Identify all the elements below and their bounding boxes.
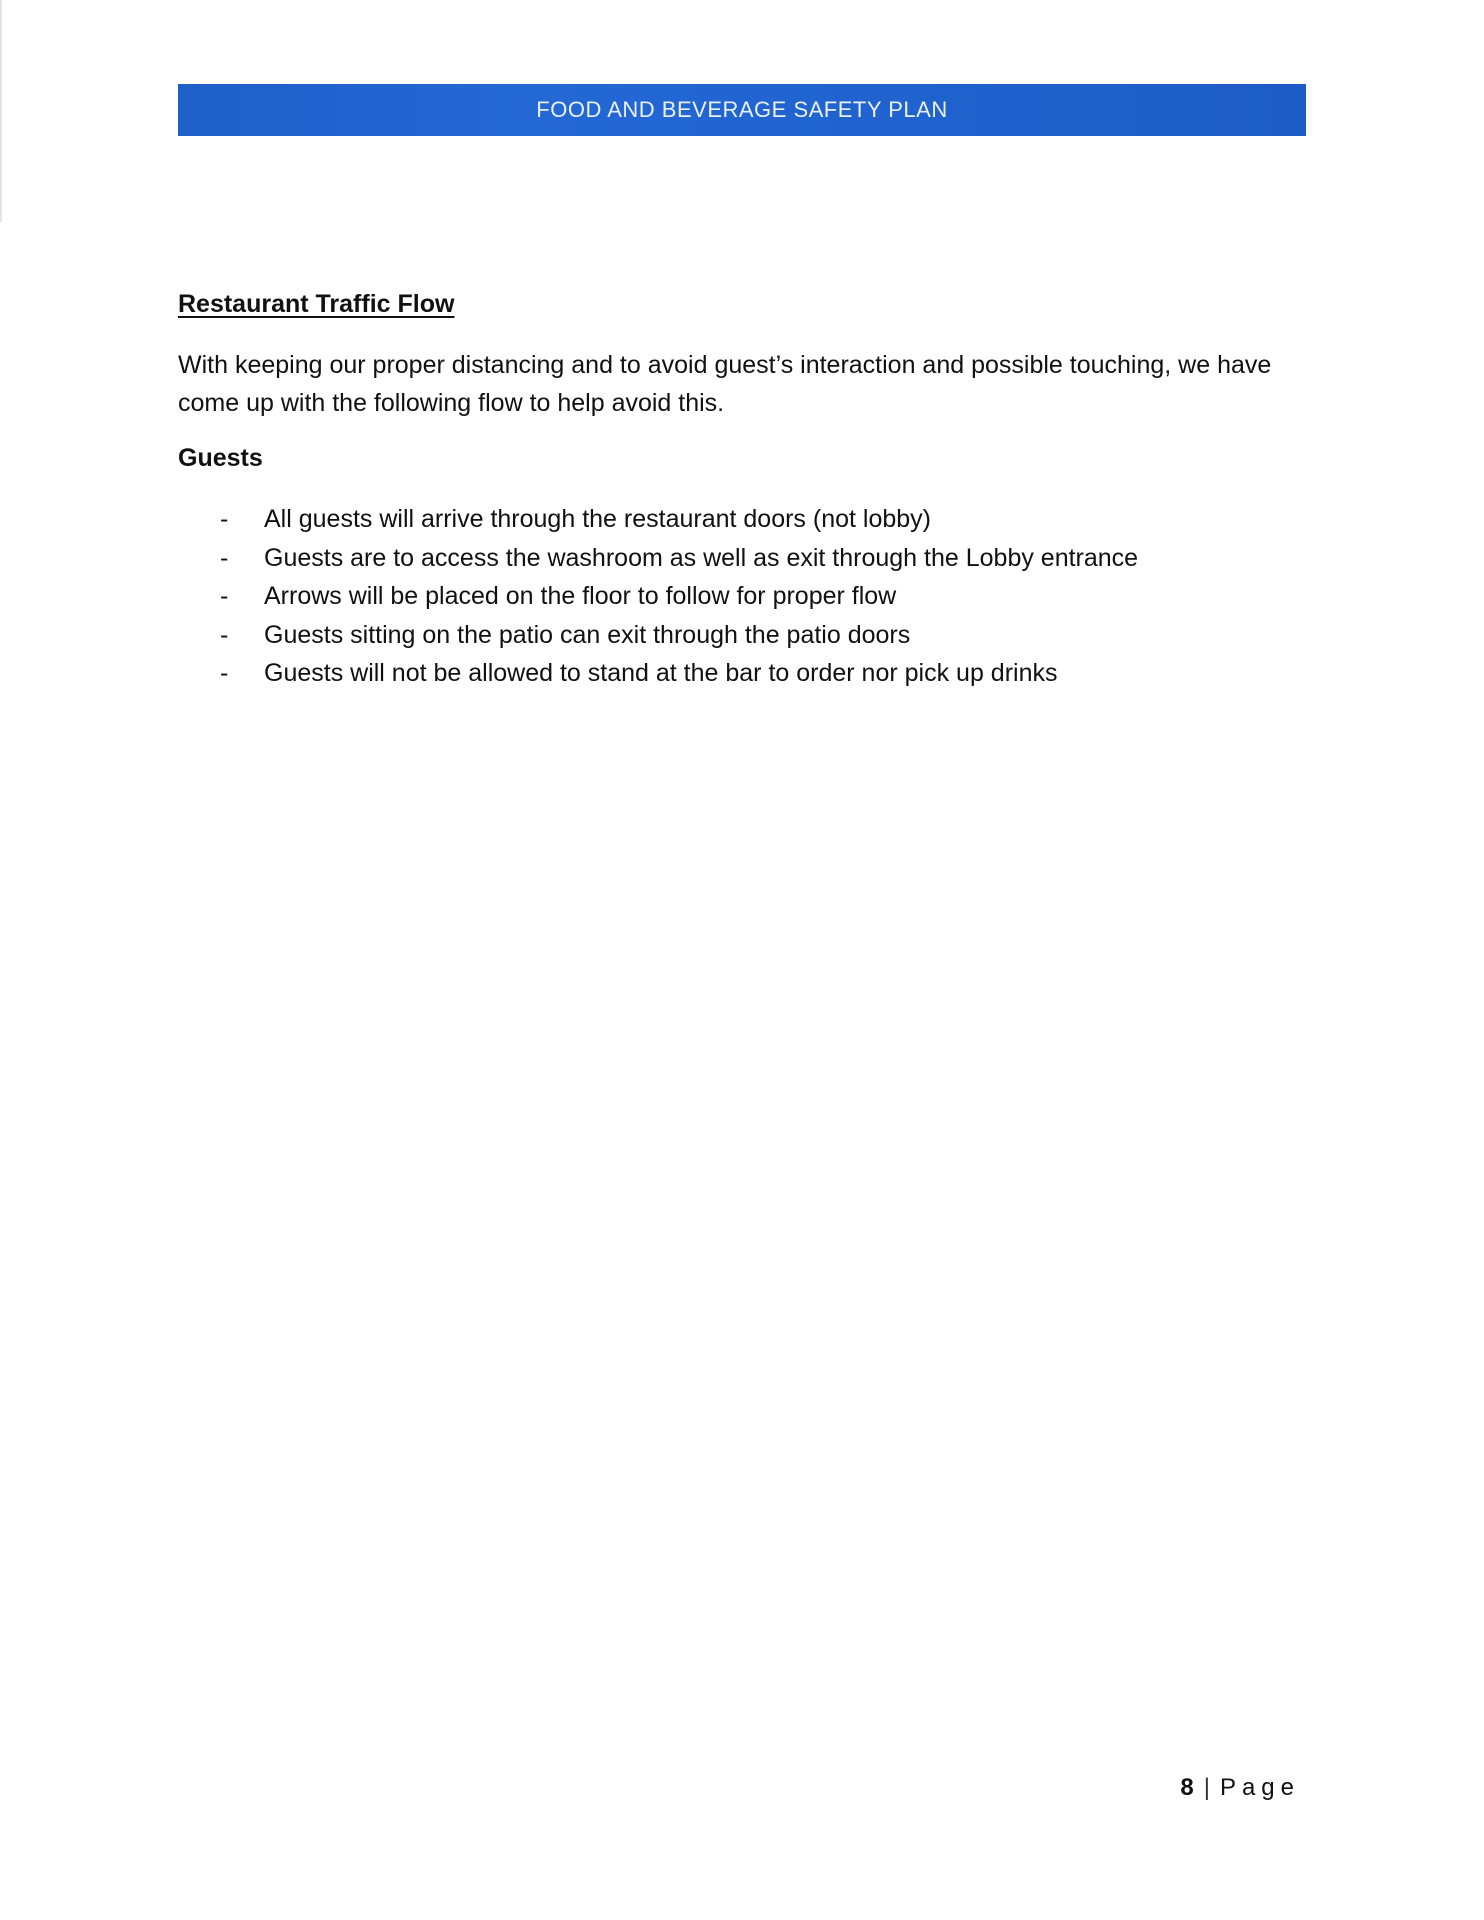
header-banner (178, 84, 1306, 136)
bullet-dash-icon: - (220, 505, 229, 533)
list-item (178, 654, 1298, 693)
list-item (178, 577, 1298, 616)
bullet-dash-icon: - (220, 659, 229, 687)
page-number: 8 (1180, 1774, 1194, 1801)
list-item (178, 500, 1298, 539)
guests-heading: Guests (178, 444, 263, 472)
bullet-dash-icon: - (220, 620, 229, 649)
list-item-text: All guests will arrive through the restaurant doors (not lobby) (264, 505, 931, 533)
list-item-text: Arrows will be placed on the floor to follow for proper flow (264, 582, 897, 610)
list-item (178, 539, 1298, 578)
bullet-dash-icon: - (220, 582, 229, 610)
guests-bullet-list (178, 500, 1298, 693)
header-title: FOOD AND BEVERAGE SAFETY PLAN (536, 97, 948, 122)
list-item-text: Guests will not be allowed to stand at the bar to order nor pick up drinks (264, 659, 1058, 687)
page-separator: | (1203, 1774, 1210, 1801)
bullet-dash-icon: - (220, 543, 229, 572)
list-item (178, 616, 1298, 655)
page-footer (1180, 1774, 1300, 1802)
page-label: Page (1219, 1774, 1300, 1801)
scan-edge (0, 0, 2, 222)
list-item-text: Guests are to access the washroom as well as exit through the Lobby entrance (264, 543, 1139, 572)
list-item-text: Guests sitting on the patio can exit through the patio doors (264, 620, 911, 649)
intro-paragraph: With keeping our proper distancing and to avoid guest’s interaction and possible touching, we have come up with the following flow to help avoid this. (178, 351, 1272, 417)
section-title: Restaurant Traffic Flow (178, 290, 455, 318)
